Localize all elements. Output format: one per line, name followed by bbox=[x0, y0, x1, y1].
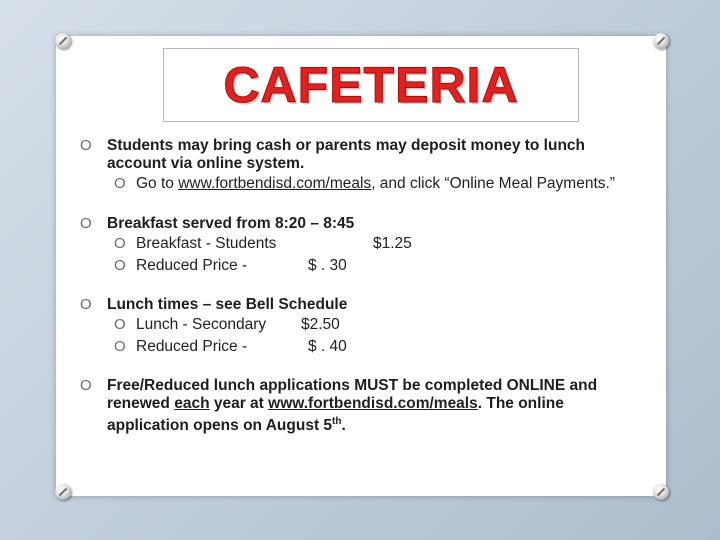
sub-item-breakfast-students bbox=[80, 233, 640, 255]
bullet-o-icon: O bbox=[114, 316, 126, 333]
price-label: Reduced Price - bbox=[136, 257, 248, 274]
bullet-text: Students may bring cash or parents may deposit money to lunch account via online system. bbox=[107, 137, 586, 172]
superscript-th: th bbox=[332, 416, 342, 427]
bullet-text: Lunch times – see Bell Schedule bbox=[107, 296, 348, 313]
sub-item-breakfast-reduced bbox=[80, 255, 640, 277]
bullet-text: Free/Reduced lunch applications MUST be completed ONLINE and renewed bbox=[107, 377, 598, 412]
bullet-o-icon: O bbox=[114, 235, 126, 252]
bullet-text: Breakfast served from 8:20 – 8:45 bbox=[107, 215, 355, 232]
pushpin-bottom-right-icon bbox=[653, 484, 669, 500]
pushpin-top-left-icon bbox=[55, 33, 71, 49]
bullet-item-payment bbox=[80, 137, 640, 173]
slide-content bbox=[80, 137, 640, 435]
sub-text: Go to bbox=[136, 175, 179, 192]
bullet-item-free-reduced bbox=[80, 377, 640, 435]
bullet-text: . The online application opens on August 5 bbox=[107, 395, 564, 435]
bullet-text: . bbox=[341, 417, 346, 435]
pushpin-bottom-left-icon bbox=[55, 484, 71, 500]
emphasis-each: each bbox=[174, 395, 210, 412]
bullet-item-lunch bbox=[80, 296, 640, 314]
title-box bbox=[163, 48, 579, 122]
price-value: $ . 40 bbox=[308, 338, 347, 355]
sub-item-online-payment bbox=[80, 175, 640, 193]
meals-link-2[interactable]: www.fortbendisd.com/meals bbox=[268, 395, 478, 412]
bullet-o-icon: O bbox=[80, 137, 92, 154]
bullet-o-icon: O bbox=[80, 215, 92, 232]
page-title: CAFETERIA bbox=[223, 57, 519, 113]
price-label: Breakfast - Students bbox=[136, 235, 277, 252]
price-value: $ . 30 bbox=[308, 257, 347, 274]
bullet-o-icon: O bbox=[114, 175, 126, 192]
meals-link[interactable]: www.fortbendisd.com/meals bbox=[178, 175, 372, 192]
sub-item-lunch-secondary bbox=[80, 314, 640, 336]
bullet-item-breakfast bbox=[80, 215, 640, 233]
bullet-o-icon: O bbox=[114, 338, 126, 355]
sub-text: , and click “Online Meal Payments.” bbox=[371, 175, 615, 192]
price-label: Reduced Price - bbox=[136, 338, 248, 355]
bullet-o-icon: O bbox=[80, 296, 92, 313]
bullet-o-icon: O bbox=[80, 377, 92, 394]
pushpin-top-right-icon bbox=[653, 33, 669, 49]
price-value: $2.50 bbox=[301, 316, 340, 333]
bullet-text: year at bbox=[209, 395, 269, 412]
price-label: Lunch - Secondary bbox=[136, 316, 267, 333]
sub-item-lunch-reduced bbox=[80, 336, 640, 358]
price-value: $1.25 bbox=[373, 235, 412, 252]
bullet-o-icon: O bbox=[114, 257, 126, 274]
